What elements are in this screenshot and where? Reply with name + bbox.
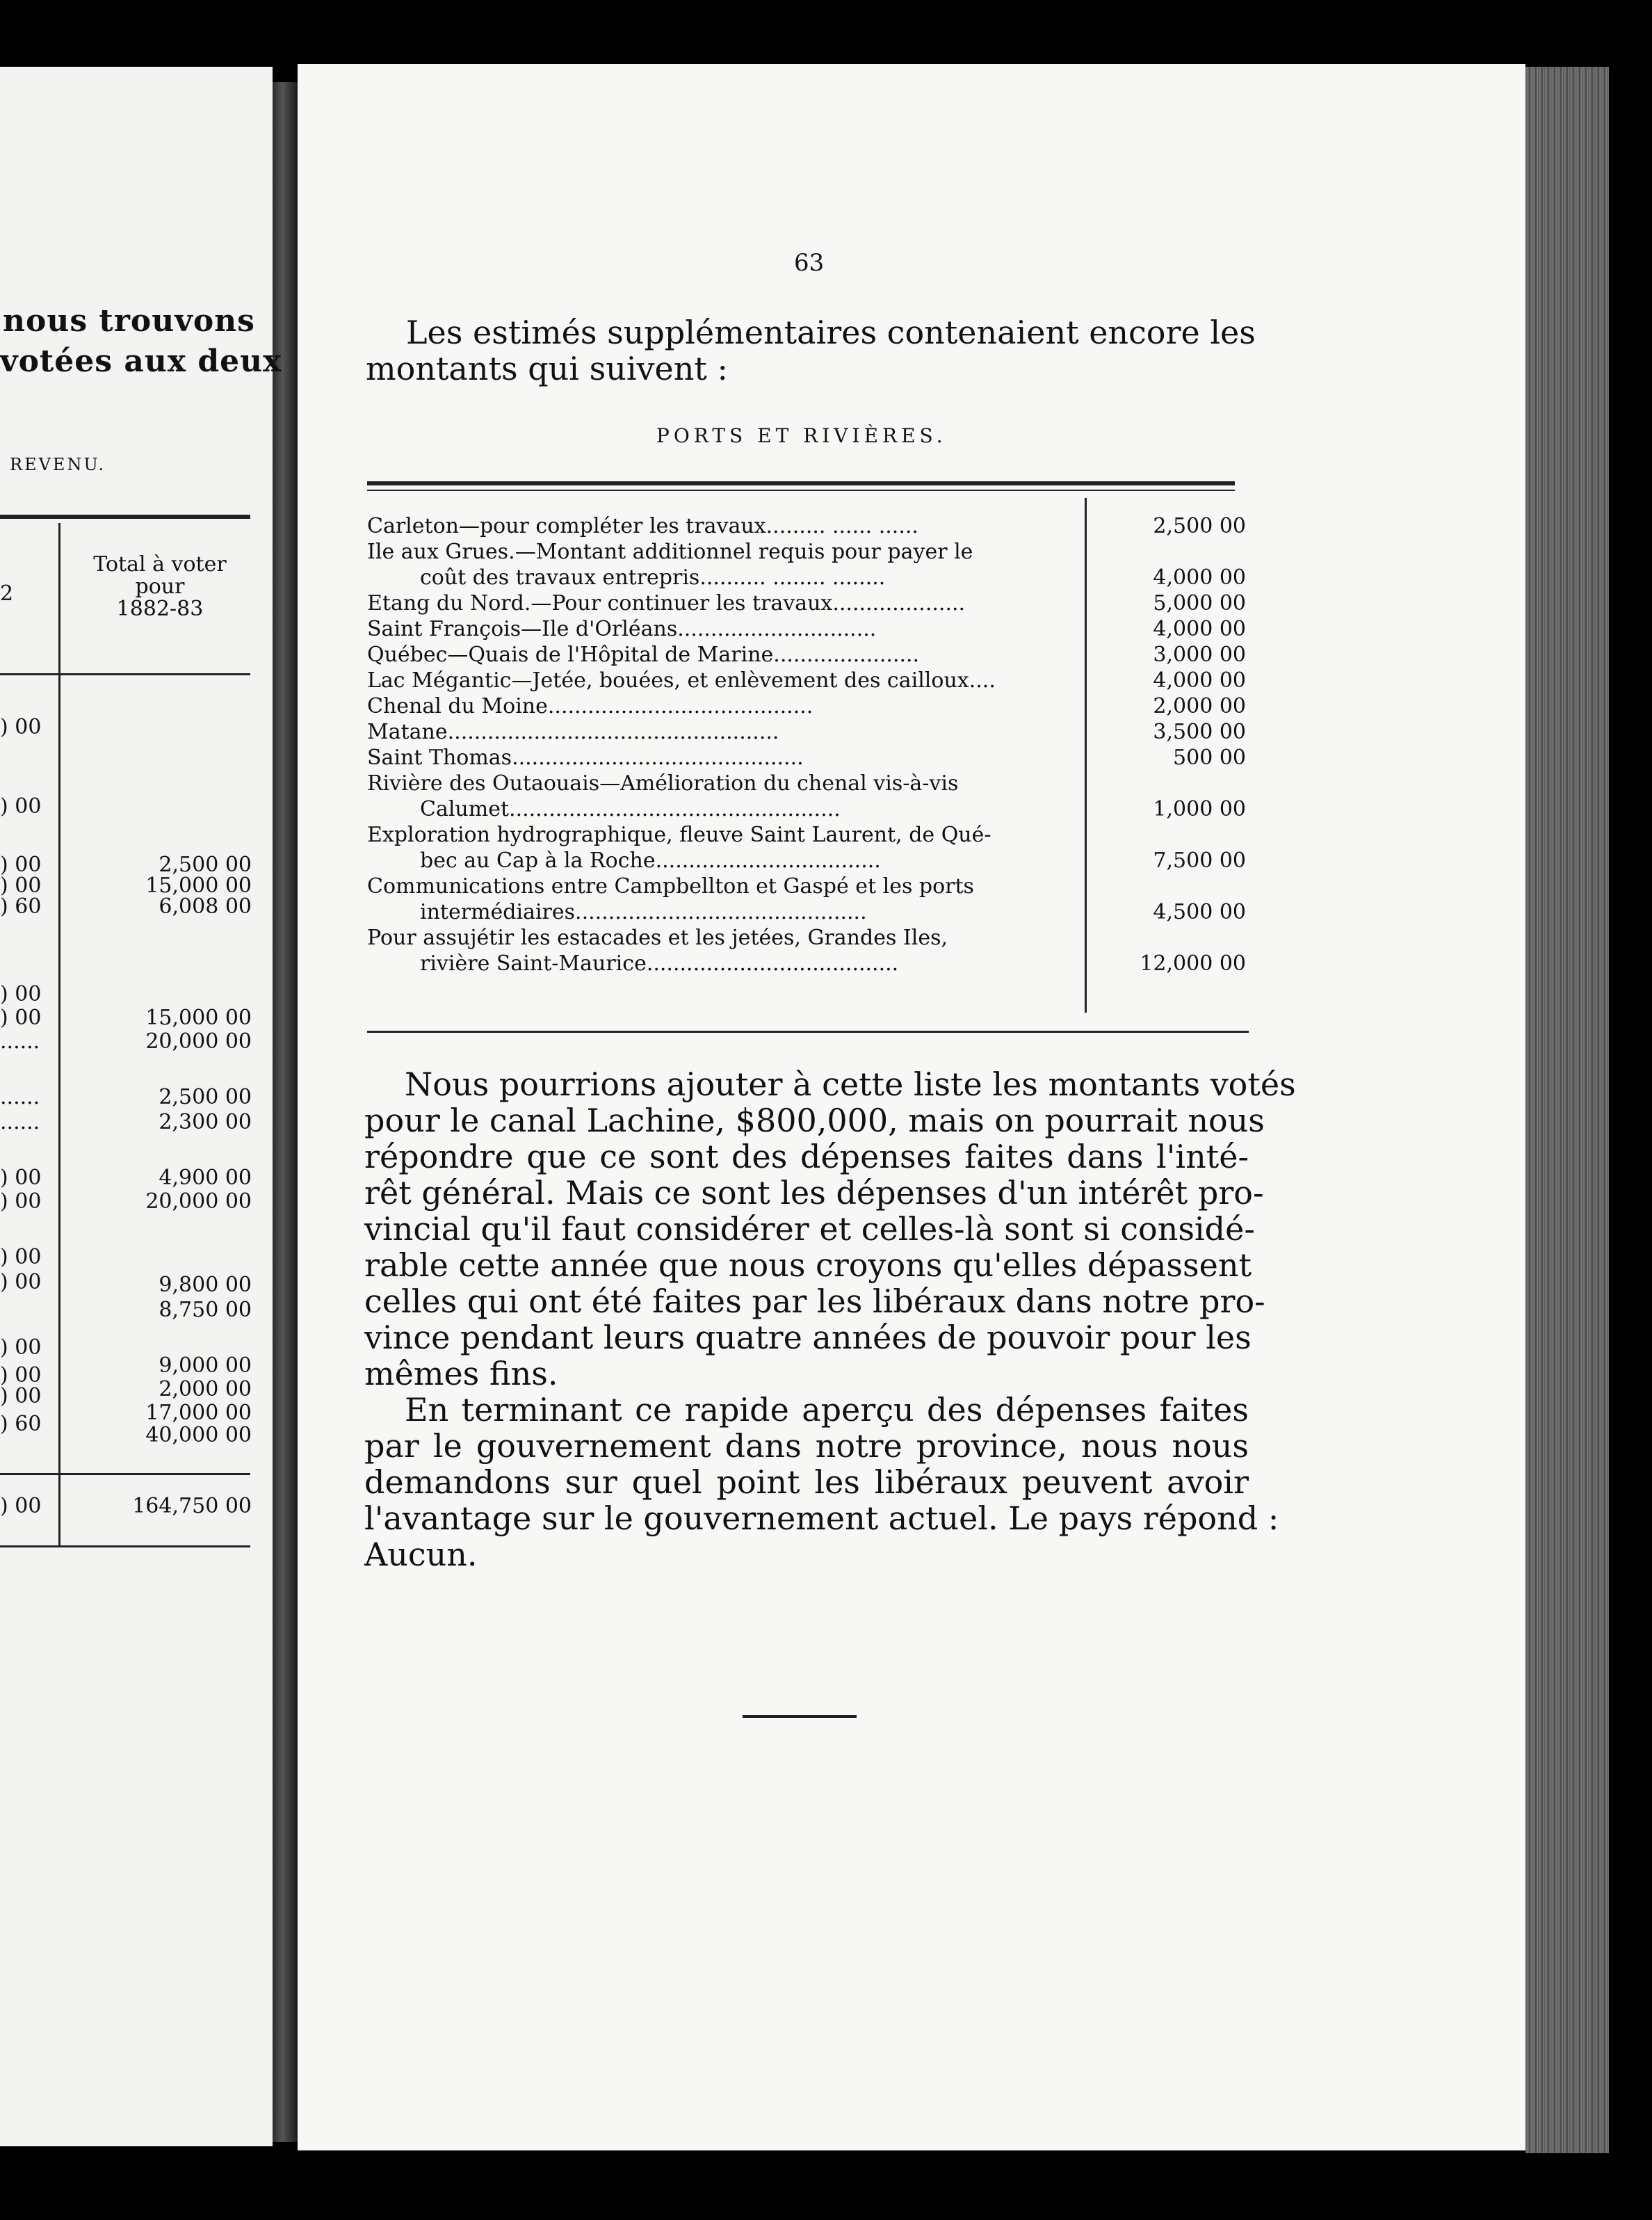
left-fragment: ) 00	[0, 874, 42, 898]
table-row-label: Ile aux Grues.—Montant additionnel requis pour payer le	[367, 540, 973, 564]
left-fragment: ) 60	[0, 1412, 42, 1436]
text-line: rable cette année que nous croyons qu'elles dépassent	[364, 1246, 1252, 1284]
table-row-label: Pour assujétir les estacades et les jetées, Grandes Iles,	[367, 926, 948, 950]
table-row-amount: 2,000 00	[1153, 694, 1246, 718]
page-edge	[1525, 67, 1609, 2153]
left-fragment: ......	[0, 1110, 40, 1134]
left-value: 2,000 00	[159, 1377, 252, 1401]
left-fragment: ) 00	[0, 1006, 42, 1030]
column-header-line: 1882-83	[116, 597, 204, 621]
left-fragment: ) 00	[0, 1166, 42, 1190]
left-fragment: ......	[0, 1029, 40, 1054]
table-row-label: Calumet..................................................	[420, 797, 841, 821]
table-row-amount: 3,000 00	[1153, 643, 1246, 667]
table-bottom-rule	[367, 1031, 1249, 1033]
table-row-label: Lac Mégantic—Jetée, bouées, et enlèvement des cailloux....	[367, 668, 996, 693]
text-line: Aucun.	[364, 1536, 478, 1573]
table-row-amount: 2,500 00	[1153, 514, 1246, 538]
left-text-line: nous trouvons	[3, 303, 255, 339]
text-line: l'avantage sur le gouvernement actuel. Le pays répond :	[364, 1499, 1279, 1537]
table-row-label: Communications entre Campbellton et Gaspé et les ports	[367, 874, 974, 899]
left-text-line: votées aux deux	[0, 344, 282, 379]
text-line: vincial qu'il faut considérer et celles-là sont si considé-	[364, 1210, 1255, 1248]
text-line: rêt général. Mais ce sont les dépenses d'un intérêt pro-	[364, 1174, 1264, 1212]
table-row-label: bec au Cap à la Roche..................................	[420, 848, 881, 873]
text-line: En terminant ce rapide aperçu des dépenses faites	[405, 1391, 1249, 1429]
table-row-label: Québec—Quais de l'Hôpital de Marine......................	[367, 643, 920, 667]
left-value: 8,750 00	[159, 1298, 252, 1322]
table-top-rule	[367, 490, 1235, 491]
text-line: Les estimés supplémentaires contenaient encore les	[406, 314, 1256, 351]
table-row-amount: 7,500 00	[1153, 848, 1246, 873]
text-line: demandons sur quel point les libéraux peuvent avoir	[364, 1463, 1249, 1501]
column-header-fragment: 2	[0, 581, 14, 606]
left-value: 40,000 00	[145, 1423, 252, 1447]
left-value: 20,000 00	[145, 1029, 252, 1054]
table-row-amount: 500 00	[1173, 746, 1246, 770]
left-section-heading: REVENU.	[10, 455, 106, 474]
table-row-label: Saint Thomas............................................	[367, 746, 804, 770]
left-fragment: ) 00	[0, 794, 42, 819]
column-header-line: Total à voter	[93, 552, 227, 577]
table-row-label: Exploration hydrographique, fleuve Saint Laurent, de Qué-	[367, 823, 991, 847]
left-value: 2,300 00	[159, 1110, 252, 1134]
left-fragment: ) 00	[0, 1189, 42, 1214]
table-row-label: Chenal du Moine........................................	[367, 694, 813, 718]
text-line: par le gouvernement dans notre province, nous nous	[364, 1427, 1249, 1465]
left-value: 2,500 00	[159, 853, 252, 877]
table-row-amount: 12,000 00	[1140, 951, 1246, 976]
left-value: 9,800 00	[159, 1273, 252, 1297]
table-row-label: Rivière des Outaouais—Amélioration du chenal vis-à-vis	[367, 771, 959, 796]
book-spine	[273, 82, 298, 2142]
left-value: 20,000 00	[145, 1189, 252, 1214]
page-number: 63	[794, 249, 825, 277]
table-row-amount: 3,500 00	[1153, 720, 1246, 744]
left-value: 9,000 00	[159, 1353, 252, 1378]
table-row-label: Saint François—Ile d'Orléans..............................	[367, 617, 877, 641]
left-fragment: ) 00	[0, 982, 42, 1006]
end-rule	[743, 1715, 857, 1718]
table-rule	[0, 1545, 250, 1547]
table-rule	[0, 673, 250, 675]
text-line: Nous pourrions ajouter à cette liste les montants votés	[405, 1065, 1296, 1103]
table-row-label: Matane..................................................	[367, 720, 779, 744]
table-rule	[0, 1473, 250, 1475]
text-line: répondre que ce sont des dépenses faites dans l'inté-	[364, 1138, 1249, 1175]
paragraph-1	[364, 1065, 1296, 1392]
text-line: celles qui ont été faites par les libéraux dans notre pro-	[364, 1282, 1265, 1320]
table-row-amount: 1,000 00	[1153, 797, 1246, 821]
left-fragment: ) 00	[0, 1245, 42, 1269]
left-fragment: ......	[0, 1085, 40, 1109]
table-row-label: Carleton—pour compléter les travaux......... ...... ......	[367, 514, 918, 538]
paragraph-2	[364, 1391, 1279, 1573]
left-fragment: ) 00	[0, 1335, 42, 1360]
column-header	[76, 554, 243, 620]
table-row-amount: 4,500 00	[1153, 900, 1246, 924]
section-title: PORTS ET RIVIÈRES.	[656, 424, 947, 447]
amount-column-divider	[1085, 498, 1087, 1013]
left-value: 15,000 00	[145, 874, 252, 898]
left-fragment: ) 00	[0, 715, 42, 739]
table-row-amount: 4,000 00	[1153, 565, 1246, 590]
left-value: 15,000 00	[145, 1006, 252, 1030]
left-value: 17,000 00	[145, 1401, 252, 1425]
table-row-label: Etang du Nord.—Pour continuer les travaux....................	[367, 591, 966, 616]
table-row-label: rivière Saint-Maurice......................................	[420, 951, 899, 976]
table-top-rule	[367, 481, 1235, 485]
left-value: 4,900 00	[159, 1166, 252, 1190]
left-fragment: ) 00	[0, 1494, 42, 1518]
left-fragment: ) 60	[0, 894, 42, 919]
text-line: vince pendant leurs quatre années de pouvoir pour les	[364, 1319, 1252, 1356]
text-line: montants qui suivent :	[366, 350, 728, 387]
table-row-amount: 5,000 00	[1153, 591, 1246, 616]
table-row-amount: 4,000 00	[1153, 617, 1246, 641]
table-rule	[0, 515, 250, 519]
left-fragment: ) 00	[0, 1363, 42, 1388]
left-value: 6,008 00	[159, 894, 252, 919]
text-line: pour le canal Lachine, $800,000, mais on pourrait nous	[364, 1102, 1265, 1139]
column-divider	[58, 523, 60, 1545]
left-fragment: ) 00	[0, 1270, 42, 1294]
table-row-label: intermédiaires............................................	[420, 900, 867, 924]
left-fragment: ) 00	[0, 853, 42, 877]
table-row-label: coût des travaux entrepris.......... ........ ........	[420, 565, 886, 590]
left-value: 2,500 00	[159, 1085, 252, 1109]
column-header-line: pour	[135, 574, 185, 599]
text-line: mêmes fins.	[364, 1355, 558, 1392]
left-fragment: ) 00	[0, 1384, 42, 1408]
table-row-amount: 4,000 00	[1153, 668, 1246, 693]
intro-paragraph	[366, 314, 1256, 387]
left-value: 164,750 00	[132, 1494, 252, 1518]
